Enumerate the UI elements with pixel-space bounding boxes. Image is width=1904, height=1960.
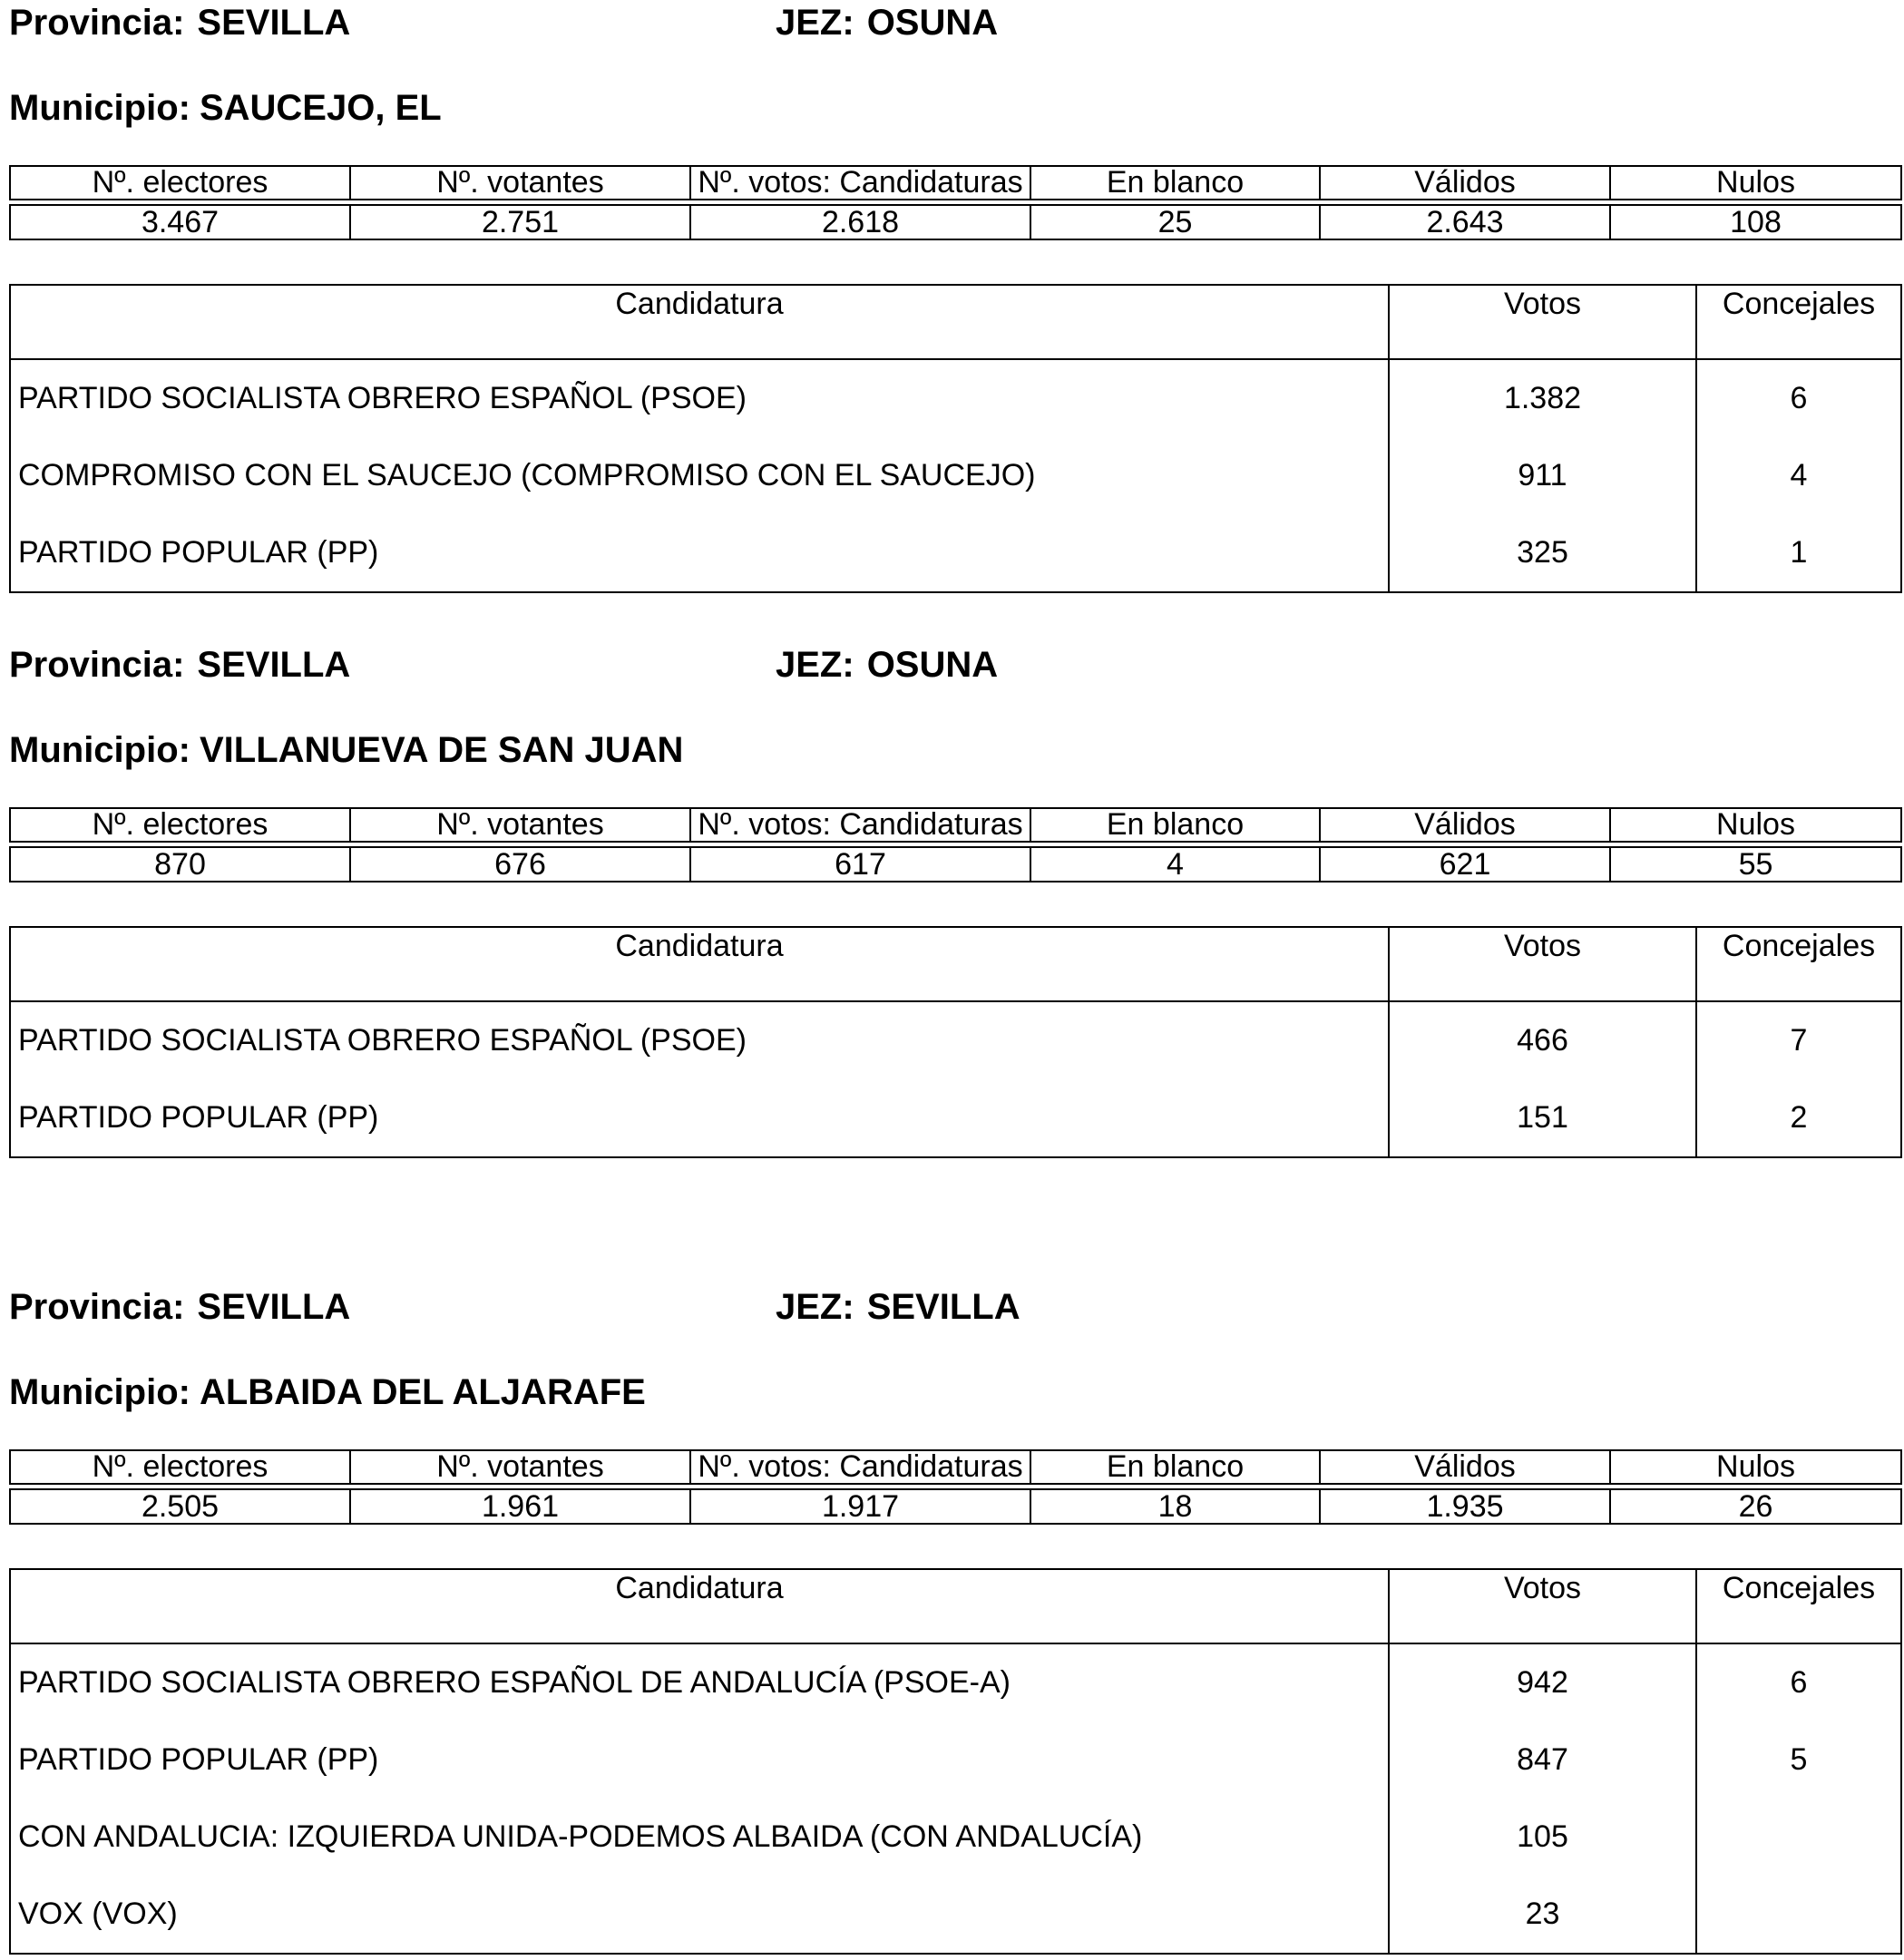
- summary-header-cell: Nº. votos: Candidaturas: [690, 808, 1030, 842]
- jez-line: [776, 642, 998, 697]
- summary-value-cell: 3.467: [10, 205, 350, 239]
- summary-value-cell: 18: [1030, 1489, 1320, 1524]
- summary-value-cell: 108: [1610, 205, 1901, 239]
- jez-value: OSUNA: [866, 645, 999, 685]
- summary-header-cell: Nº. votantes: [350, 1450, 690, 1484]
- summary-value-cell: 2.751: [350, 205, 690, 239]
- votos-header: Votos: [1389, 285, 1696, 359]
- summary-value-cell: 1.961: [350, 1489, 690, 1524]
- result-row: [10, 1721, 1901, 1799]
- summary-table: [9, 165, 1902, 240]
- summary-header-cell: Nº. votos: Candidaturas: [690, 1450, 1030, 1484]
- votos-value: 911: [1389, 437, 1696, 514]
- provincia-value: SEVILLA: [197, 3, 351, 43]
- result-row: [10, 1876, 1901, 1954]
- provincia-line: [9, 642, 350, 697]
- summary-header-cell: En blanco: [1030, 1450, 1320, 1484]
- jez-line: [776, 0, 998, 54]
- summary-header-cell: Válidos: [1320, 166, 1610, 200]
- results-table: [9, 284, 1902, 593]
- jez-label: JEZ:: [776, 645, 854, 685]
- results-table: [9, 926, 1902, 1158]
- summary-header-cell: Válidos: [1320, 1450, 1610, 1484]
- results-table: [9, 1568, 1902, 1955]
- candidatura-name: COMPROMISO CON EL SAUCEJO (COMPROMISO CON EL SAUCEJO): [10, 437, 1389, 514]
- votos-value: 151: [1389, 1079, 1696, 1157]
- summary-header-cell: En blanco: [1030, 166, 1320, 200]
- concejales-value: [1696, 1876, 1901, 1954]
- candidatura-name: PARTIDO POPULAR (PP): [10, 514, 1389, 592]
- result-row: [10, 1799, 1901, 1876]
- municipio-line: [9, 1370, 646, 1424]
- concejales-value: 1: [1696, 514, 1901, 592]
- summary-value-cell: 55: [1610, 847, 1901, 882]
- results-header-row: [10, 285, 1901, 359]
- candidatura-header: Candidatura: [10, 1569, 1389, 1643]
- summary-header-row: [10, 1450, 1901, 1484]
- summary-header-cell: Nº. votantes: [350, 808, 690, 842]
- summary-value-cell: 26: [1610, 1489, 1901, 1524]
- votos-header: Votos: [1389, 927, 1696, 1001]
- municipality-section-saucejo: [9, 0, 1900, 599]
- concejales-value: 6: [1696, 1643, 1901, 1721]
- summary-value-cell: 1.935: [1320, 1489, 1610, 1524]
- votos-header: Votos: [1389, 1569, 1696, 1643]
- summary-value-row: [10, 847, 1901, 882]
- summary-header-cell: Nº. votos: Candidaturas: [690, 166, 1030, 200]
- jez-line: [776, 1284, 1020, 1339]
- candidatura-name: PARTIDO POPULAR (PP): [10, 1721, 1389, 1799]
- municipality-section-villanueva: [9, 642, 1900, 1168]
- municipio-label: Municipio:: [9, 730, 190, 770]
- summary-value-row: [10, 205, 1901, 239]
- candidatura-name: PARTIDO SOCIALISTA OBRERO ESPAÑOL DE ANDALUCÍA (PSOE-A): [10, 1643, 1389, 1721]
- concejales-value: [1696, 1799, 1901, 1876]
- votos-value: 23: [1389, 1876, 1696, 1954]
- provincia-label: Provincia:: [9, 3, 185, 43]
- provincia-value: SEVILLA: [197, 1287, 351, 1327]
- provincia-line: [9, 0, 350, 54]
- result-row: [10, 359, 1901, 437]
- summary-header-cell: Nº. electores: [10, 1450, 350, 1484]
- summary-value-row: [10, 1489, 1901, 1524]
- concejales-value: 6: [1696, 359, 1901, 437]
- result-row: [10, 1001, 1901, 1079]
- votos-value: 1.382: [1389, 359, 1696, 437]
- results-header-row: [10, 927, 1901, 1001]
- summary-header-cell: Nº. electores: [10, 808, 350, 842]
- summary-header-row: [10, 166, 1901, 200]
- candidatura-name: CON ANDALUCIA: IZQUIERDA UNIDA-PODEMOS ALBAIDA (CON ANDALUCÍA): [10, 1799, 1389, 1876]
- summary-value-cell: 676: [350, 847, 690, 882]
- jez-value: SEVILLA: [866, 1287, 1020, 1327]
- concejales-value: 2: [1696, 1079, 1901, 1157]
- summary-header-cell: Nulos: [1610, 166, 1901, 200]
- summary-header-row: [10, 808, 1901, 842]
- jez-label: JEZ:: [776, 3, 854, 43]
- result-row: [10, 437, 1901, 514]
- votos-value: 466: [1389, 1001, 1696, 1079]
- summary-value-cell: 25: [1030, 205, 1320, 239]
- municipio-label: Municipio:: [9, 88, 190, 128]
- concejales-header: Concejales: [1696, 285, 1901, 359]
- votos-value: 105: [1389, 1799, 1696, 1876]
- summary-header-cell: En blanco: [1030, 808, 1320, 842]
- results-header-row: [10, 1569, 1901, 1643]
- municipio-line: [9, 85, 442, 140]
- summary-value-cell: 2.643: [1320, 205, 1610, 239]
- jez-value: OSUNA: [866, 3, 999, 43]
- summary-value-cell: 4: [1030, 847, 1320, 882]
- municipio-value: SAUCEJO, EL: [199, 88, 442, 128]
- provincia-line: [9, 1284, 350, 1339]
- provincia-label: Provincia:: [9, 1287, 185, 1327]
- municipio-line: [9, 727, 683, 782]
- summary-value-cell: 870: [10, 847, 350, 882]
- result-row: [10, 514, 1901, 592]
- summary-table: [9, 1449, 1902, 1525]
- summary-header-cell: Nº. electores: [10, 166, 350, 200]
- summary-table: [9, 807, 1902, 882]
- concejales-value: 4: [1696, 437, 1901, 514]
- municipio-value: ALBAIDA DEL ALJARAFE: [199, 1372, 646, 1412]
- votos-value: 847: [1389, 1721, 1696, 1799]
- votos-value: 325: [1389, 514, 1696, 592]
- provincia-value: SEVILLA: [197, 645, 351, 685]
- concejales-value: 5: [1696, 1721, 1901, 1799]
- municipality-section-albaida: [9, 1284, 1900, 1960]
- votos-value: 942: [1389, 1643, 1696, 1721]
- concejales-header: Concejales: [1696, 927, 1901, 1001]
- municipio-label: Municipio:: [9, 1372, 190, 1412]
- municipio-value: VILLANUEVA DE SAN JUAN: [199, 730, 684, 770]
- candidatura-name: VOX (VOX): [10, 1876, 1389, 1954]
- result-row: [10, 1079, 1901, 1157]
- summary-header-cell: Nulos: [1610, 808, 1901, 842]
- summary-value-cell: 617: [690, 847, 1030, 882]
- concejales-header: Concejales: [1696, 1569, 1901, 1643]
- candidatura-header: Candidatura: [10, 285, 1389, 359]
- concejales-value: 7: [1696, 1001, 1901, 1079]
- candidatura-header: Candidatura: [10, 927, 1389, 1001]
- candidatura-name: PARTIDO SOCIALISTA OBRERO ESPAÑOL (PSOE): [10, 1001, 1389, 1079]
- summary-value-cell: 2.618: [690, 205, 1030, 239]
- candidatura-name: PARTIDO POPULAR (PP): [10, 1079, 1389, 1157]
- summary-header-cell: Nº. votantes: [350, 166, 690, 200]
- summary-header-cell: Válidos: [1320, 808, 1610, 842]
- candidatura-name: PARTIDO SOCIALISTA OBRERO ESPAÑOL (PSOE): [10, 359, 1389, 437]
- provincia-label: Provincia:: [9, 645, 185, 685]
- summary-value-cell: 621: [1320, 847, 1610, 882]
- summary-header-cell: Nulos: [1610, 1450, 1901, 1484]
- result-row: [10, 1643, 1901, 1721]
- jez-label: JEZ:: [776, 1287, 854, 1327]
- summary-value-cell: 1.917: [690, 1489, 1030, 1524]
- summary-value-cell: 2.505: [10, 1489, 350, 1524]
